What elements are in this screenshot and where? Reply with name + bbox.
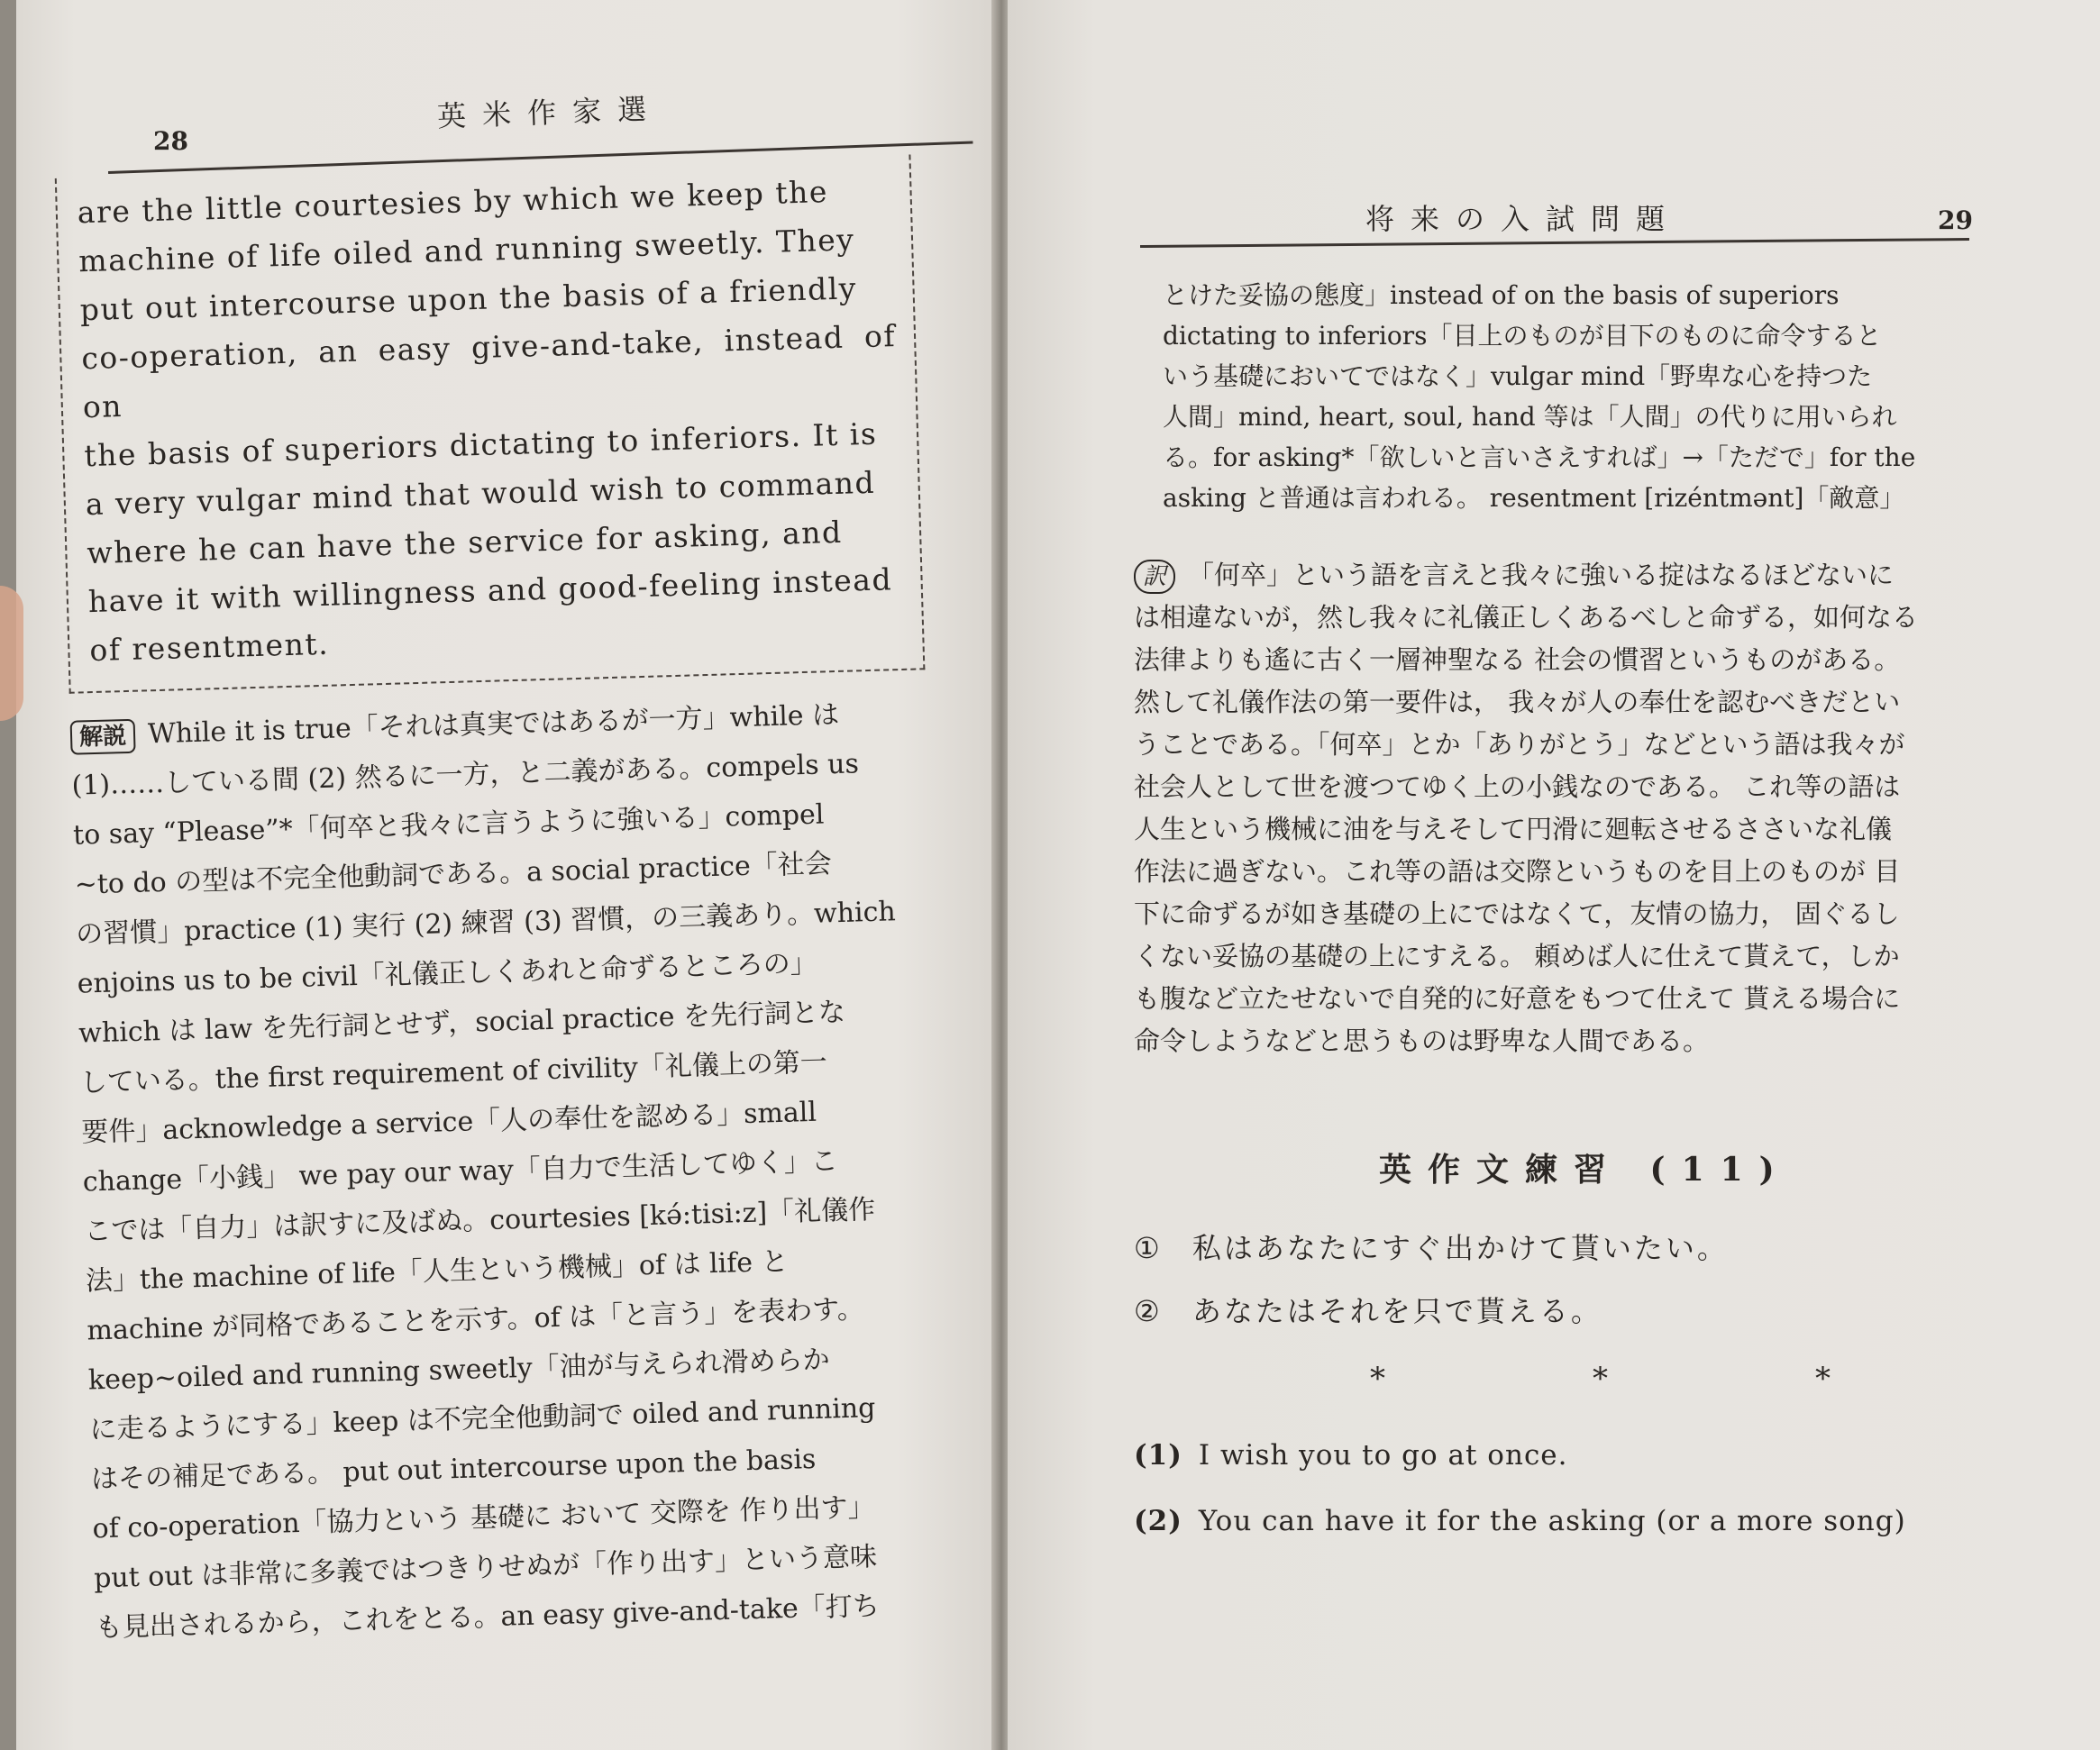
note-line: ~to do の型は不完全他動詞である。a social practice「社会	[74, 848, 833, 901]
translation-line: 下に命ずるが如き基礎の上にではなくて，友情の協力， 固ぐるし	[1134, 898, 1900, 929]
quote-line: put out intercourse upon the basis of a friendly	[79, 270, 858, 328]
translation-line: 「何卒」という語を言えと我々に強いる掟はなるほどないに	[1188, 560, 1895, 590]
note-line: dictating to inferiors「目上のものが目下のものに命令すると	[1163, 321, 1882, 351]
quote-line: machine of life oiled and running sweetly. They	[78, 222, 855, 279]
right-running-head: 将来の入試問題	[1365, 202, 1682, 236]
thumb	[0, 586, 23, 721]
exercise-marker: ①	[1134, 1231, 1163, 1265]
exercise-marker: ②	[1134, 1294, 1163, 1328]
exercise-text: 私はあなたにすぐ出かけて貰いたい。	[1192, 1231, 1729, 1265]
answer-text: I wish you to go at once.	[1198, 1439, 1568, 1472]
translation-line: も腹など立たせないで自発的に好意をもつて仕えて 貰える場合に	[1134, 983, 1901, 1014]
separator-stars	[1370, 1361, 2038, 1397]
left-body	[54, 128, 988, 1653]
translation-line: 人生という機械に油を与えそして円滑に廻転させるささいな礼儀	[1134, 814, 1893, 844]
note-line: こでは「自力」は訳すに及ばぬ。courtesies [kə́:tisi:z]「礼儀作	[83, 1194, 876, 1248]
note-line: 法」the machine of life「人生という機械」of は life と	[85, 1245, 790, 1298]
note-line: which は law を先行詞とせず，social practice を先行詞とな	[78, 996, 846, 1050]
note-line: to say “Please”*「何卒と我々に言うように強いる」compel	[72, 798, 825, 852]
note-line: enjoins us to be civil「礼儀正しくあれと命ずるところの」	[77, 947, 818, 1000]
note-line: machine が同格であることを示す。of は「と言う」を表わす。	[87, 1293, 865, 1347]
translation-line: くない妥協の基礎の上にすえる。 頼めば人に仕えて貰えて，しか	[1134, 941, 1900, 971]
translation-line: 作法に過ぎない。これ等の語は交際というものを目上のものが 目	[1134, 856, 1901, 887]
star: *	[1370, 1361, 1593, 1397]
note-line: も見出されるから，これをとる。an easy give-and-take「打ち	[95, 1590, 881, 1645]
answer-marker: (1)	[1134, 1439, 1182, 1472]
note-line: 要件」acknowledge a service「人の奉仕を認める」small	[80, 1096, 817, 1149]
quote-line: where he can have the service for asking, and	[86, 514, 844, 571]
note-line: (1)……している間 (2) 然るに一方，と二義がある。compels us	[71, 748, 860, 802]
note-line: of co-operation「協力という 基礎に おいて 交際を 作り出す」	[92, 1491, 875, 1545]
note-line: asking と普通は言われる。 resentment [rizéntmənt]「敵意」	[1163, 483, 1905, 513]
right-page-number: 29	[1938, 205, 1973, 235]
translation-line: は相違ないが，然し我々に礼儀正しくあるべしと命ずる，如何なる	[1134, 602, 1919, 633]
translation-line: 然して礼儀作法の第一要件は， 我々が人の奉仕を認むべきだとい	[1134, 687, 1901, 717]
note-line: 人間」mind, heart, soul, hand 等は「人間」の代りに用いられ	[1163, 402, 1897, 432]
exercise-text: あなたはそれを只で貰える。	[1192, 1294, 1602, 1328]
note-line: している。the first requirement of civility「礼儀上の第一	[79, 1046, 828, 1099]
quote-line: are the little courtesies by which we keep the	[77, 174, 829, 231]
commentary	[69, 687, 988, 1653]
note-line: いう基礎においてではなく」vulgar mind「野卑な心を持つた	[1163, 361, 1873, 391]
answer-item	[1134, 1439, 1568, 1472]
section-title: 英作文練習 (11)	[1379, 1151, 1791, 1189]
translation-line: 命令しようなどと思うものは野卑な人間である。	[1134, 1025, 1710, 1056]
note-line: の習慣」practice (1) 実行 (2) 練習 (3) 習慣，の三義あり。which	[75, 896, 897, 951]
exercise-item	[1134, 1289, 1602, 1330]
quote-line: a very vulgar mind that would wish to command	[85, 464, 876, 523]
left-page-number: 28	[153, 126, 188, 156]
right-commentary	[1163, 275, 1978, 518]
answer-item	[1134, 1505, 1906, 1537]
translation-line: 社会人として世を渡つてゆく上の小銭なのである。 これ等の語は	[1134, 771, 1901, 802]
star: *	[1593, 1361, 1815, 1397]
quote-line: the basis of superiors dictating to inferiors. It is	[83, 415, 878, 474]
note-line: keep~oiled and running sweetly「油が与えられ滑めらか	[87, 1344, 831, 1397]
exercise-item	[1134, 1226, 1729, 1267]
quote-line: of resentment.	[88, 625, 330, 669]
note-line: とけた妥協の態度」instead of on the basis of superiors	[1163, 280, 1840, 310]
note-line: はその補足である。 put out intercourse upon the basis	[90, 1443, 817, 1496]
answer-text: You can have it for the asking (or a more song)	[1198, 1505, 1906, 1537]
note-line: る。for asking*「欲しいと言いさえすれば」→「ただで」for the	[1163, 442, 1916, 472]
answer-marker: (2)	[1134, 1505, 1182, 1537]
left-running-head: 英米作家選	[436, 91, 663, 134]
translation	[1134, 554, 2022, 1062]
translation-line: 法律よりも遙に古く一層神聖なる 社会の慣習というものがある。	[1134, 644, 1901, 675]
star: *	[1815, 1361, 2038, 1397]
quote-line: co-operation, an easy give-and-take, instead of on	[80, 318, 897, 425]
translation-badge: 訳	[1134, 560, 1175, 594]
quote-line: have it with willingness and good-feeling instead	[87, 561, 893, 620]
translation-line: うことである。「何卒」とか「ありがとう」などという語は我々が	[1134, 729, 1905, 760]
note-line: While it is true「それは真実ではあるが一方」while は	[147, 698, 840, 751]
note-line: に走るようにする」keep は不完全他動詞で oiled and running	[89, 1392, 876, 1446]
commentary-badge: 解説	[70, 719, 136, 755]
note-line: put out は非常に多義ではつきりせぬが「作り出す」という意味	[93, 1541, 878, 1595]
quote-box	[55, 154, 926, 693]
note-line: change「小銭」 we pay our way「自力で生活してゆく」こ	[82, 1145, 839, 1199]
